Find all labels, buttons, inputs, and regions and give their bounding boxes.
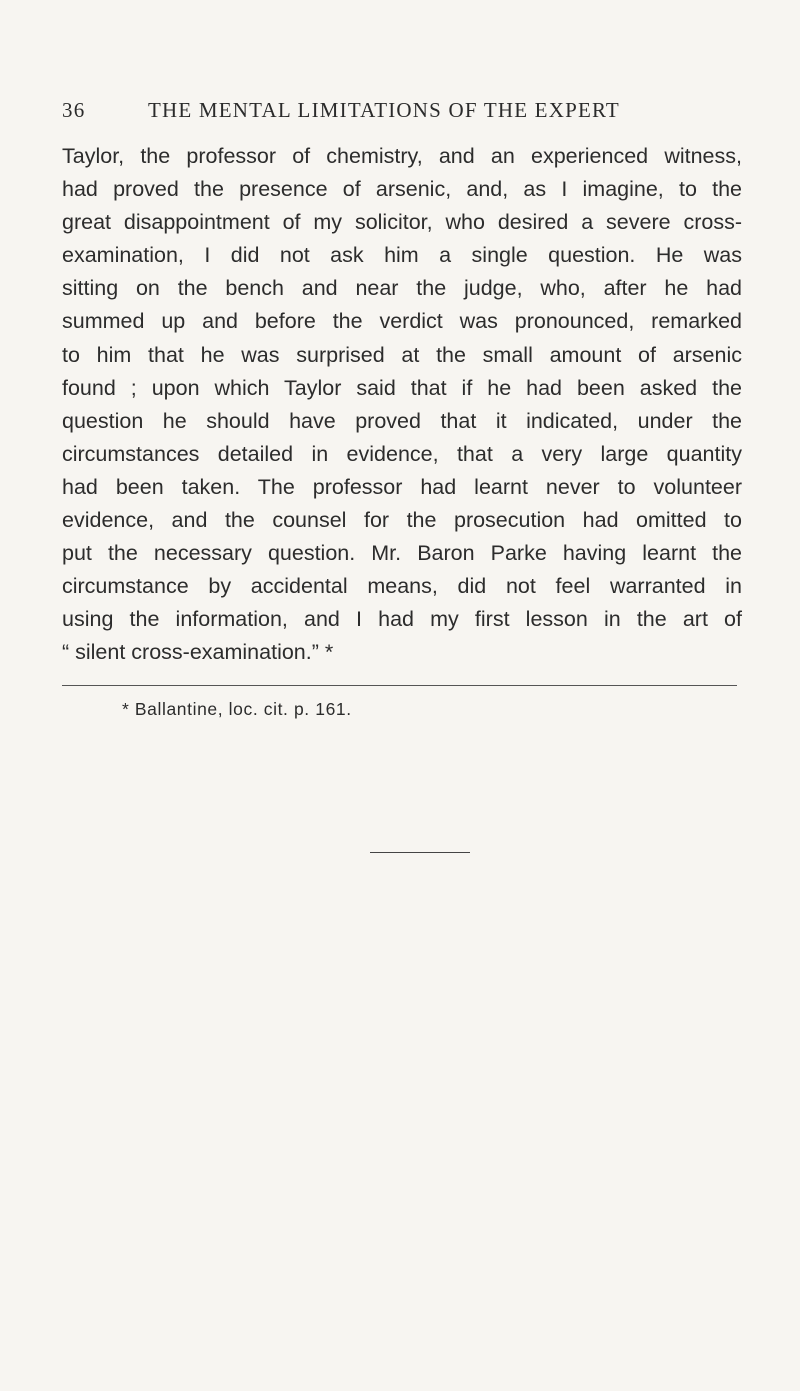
text-line: Taylor, the professor of chemistry, and an experienced witness, (62, 144, 742, 168)
running-head (62, 98, 682, 132)
running-title: THE MENTAL LIMITATIONS OF THE EXPERT (148, 98, 620, 122)
text-line: had proved the presence of arsenic, and, as I imagine, to the (62, 177, 742, 202)
body-paragraph (62, 140, 742, 670)
page-end-rule (370, 852, 470, 853)
footnote: * Ballantine, loc. cit. p. 161. (122, 699, 352, 719)
text-line: sitting on the bench and near the judge, who, after he had (62, 276, 742, 301)
text-line: examination, I did not ask him a single question. He was (62, 243, 742, 268)
text-line: had been taken. The professor had learnt never to volunteer (62, 474, 742, 499)
text-line: evidence, and the counsel for the prosecution had omitted to (62, 508, 742, 533)
text-line: to him that he was surprised at the small amount of arsenic (62, 342, 742, 367)
page-number: 36 (62, 98, 86, 122)
text-line: summed up and before the verdict was pronounced, remarked (62, 309, 742, 334)
footnote-divider (62, 685, 737, 686)
text-line: question he should have proved that it indicated, under the (62, 408, 742, 433)
text-line: using the information, and I had my first lesson in the art of (62, 607, 742, 632)
text-line: “ silent cross-examination.” * (62, 640, 334, 665)
text-line: circumstance by accidental means, did not feel warranted in (62, 574, 742, 599)
text-line: found ; upon which Taylor said that if he had been asked the (62, 375, 742, 400)
text-line: great disappointment of my solicitor, who desired a severe cross- (62, 210, 742, 235)
text-line: put the necessary question. Mr. Baron Parke having learnt the (62, 541, 742, 566)
text-line: circumstances detailed in evidence, that a very large quantity (62, 441, 742, 466)
